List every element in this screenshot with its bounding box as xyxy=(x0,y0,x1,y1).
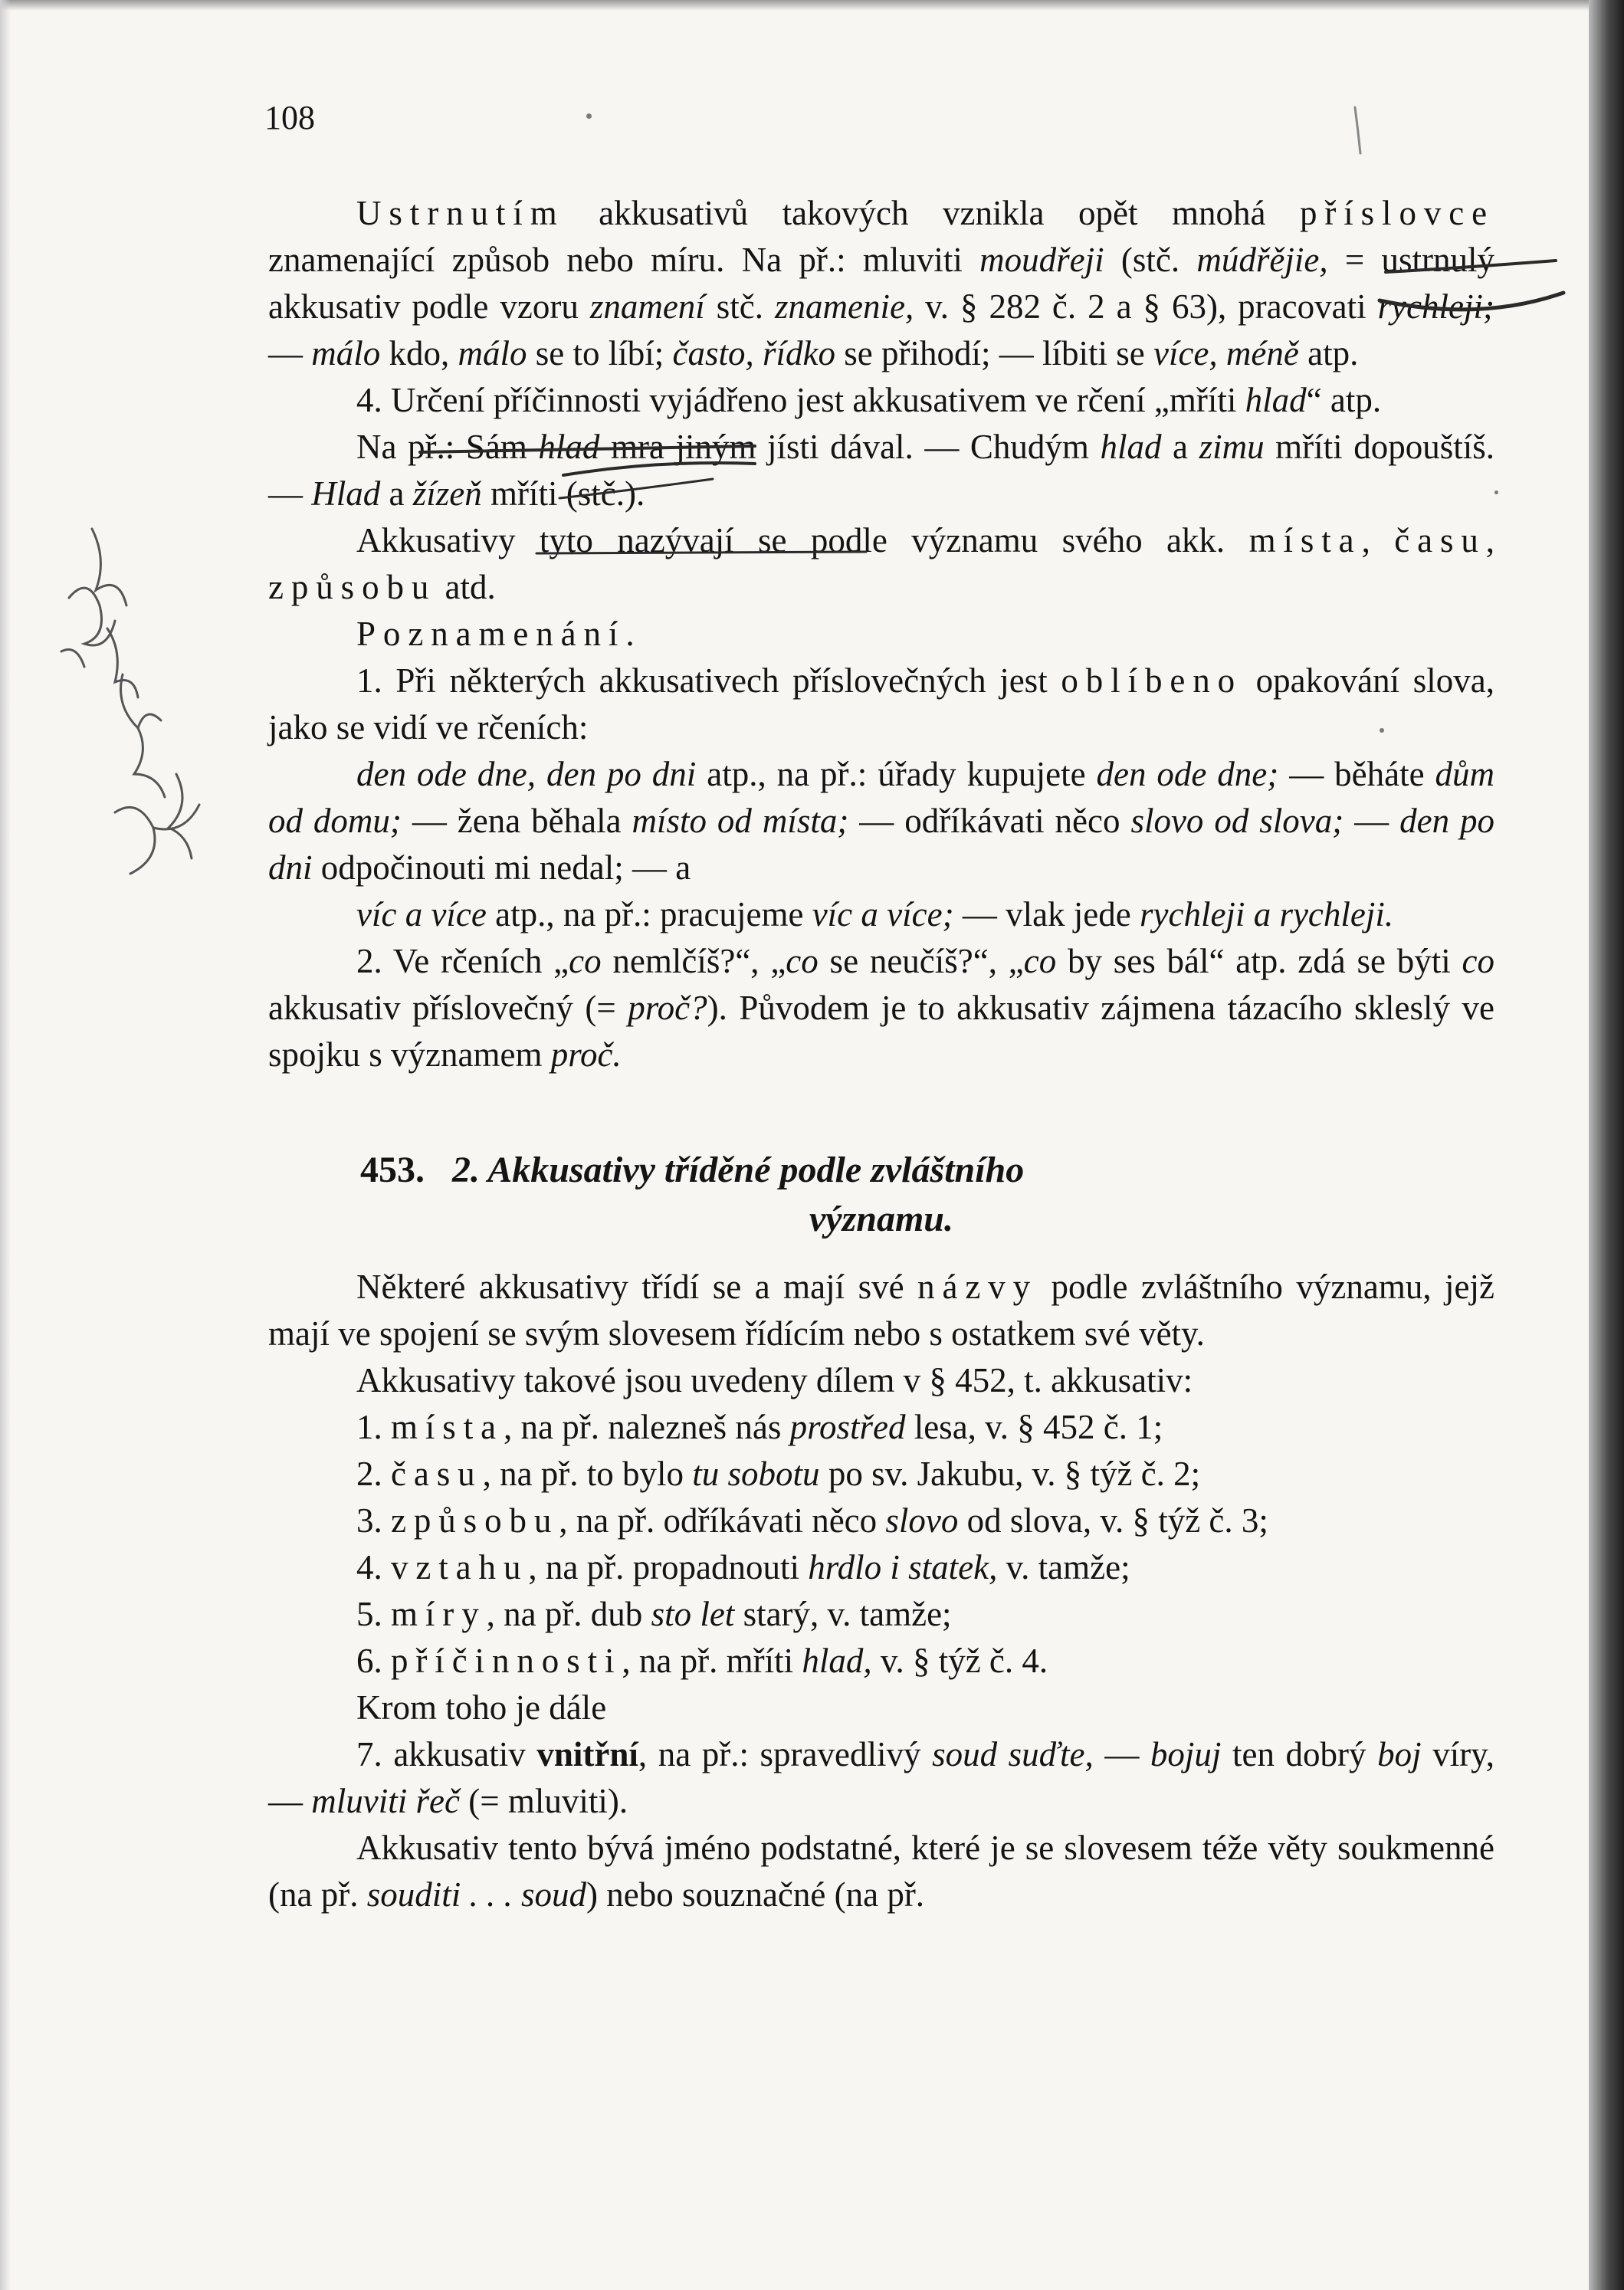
dust-speck xyxy=(1494,490,1498,494)
paragraph-ustrnutim: Ustrnutím akkusativů takových vznikla opět mnohá příslovce znamenající způsob nebo míru. Na př.: mluviti moudřeji (stč. múdřějie, = ustrnulý akkusativ podle vzoru znamení stč. znamenie, v. § 282 č. 2 a § 63), pracovati rychleji; — málo kdo, málo se to líbí; často, řídko se přihodí; — líbiti se více, méně atp. xyxy=(268,194,1495,372)
note-heading: Poznamenání. xyxy=(356,615,642,653)
list-item-n: 4. xyxy=(356,1548,382,1586)
list-item-term: místa xyxy=(391,1408,504,1446)
list-item-b: sto let xyxy=(651,1595,735,1633)
accusative-type-list xyxy=(268,1404,1494,1685)
page-binding-shadow xyxy=(1589,0,1624,2290)
list-item-n: 6. xyxy=(356,1642,382,1680)
list-item-c: od slova, v. § týž č. 3; xyxy=(958,1501,1268,1540)
list-item-a: , na př. nalezneš nás xyxy=(504,1408,790,1446)
list-item-term: času xyxy=(391,1455,483,1493)
dust-speck xyxy=(1380,728,1384,733)
section-gap xyxy=(268,1078,1494,1146)
section-paragraph-takove: Akkusativy takové jsou uvedeny dílem v § 452, t. akkusativ: xyxy=(356,1361,1193,1399)
section-heading-453: 453. 2. Akkusativy tříděné podle zvláštního významu. xyxy=(360,1150,1025,1239)
dust-speck xyxy=(586,113,592,119)
margin-handwriting xyxy=(61,529,199,874)
list-item-b: hrdlo i statek, xyxy=(808,1548,998,1586)
section-paragraph-nektere: Některé akkusativy třídí se a mají své názvy podle zvláštního významu, jejž mají ve spojení se svým slovesem řídícím nebo s ostatkem své věty. xyxy=(268,1268,1494,1353)
section-paragraph-vnitrni: 7. akkusativ vnitřní, na př.: spravedlivý soud suďte, — bojuj ten dobrý boj víry, — mluviti řeč (= mluviti). xyxy=(268,1735,1495,1820)
accusative-list-item xyxy=(268,1498,1494,1544)
accusative-list-item xyxy=(268,1451,1494,1498)
list-item-c: po sv. Jakubu, v. § týž č. 2; xyxy=(819,1455,1201,1493)
list-item-n: 3. xyxy=(356,1501,382,1540)
list-item-n: 5. xyxy=(356,1595,382,1633)
list-item-n: 1. xyxy=(356,1408,382,1446)
list-item-c: starý, v. tamže; xyxy=(734,1595,952,1633)
note-1-examples-cont: víc a více atp., na př.: pracujeme víc a více; — vlak jede rychleji a rychleji. xyxy=(356,895,1394,933)
margin-bracket xyxy=(1355,107,1360,153)
accusative-list-item xyxy=(268,1591,1494,1638)
list-item-b: hlad, xyxy=(802,1642,872,1680)
accusative-list-item xyxy=(268,1638,1494,1685)
page-text xyxy=(268,190,1494,1918)
list-item-term: míry xyxy=(391,1595,487,1633)
list-item-n: 2. xyxy=(356,1455,382,1493)
list-item-c: v. tamže; xyxy=(997,1548,1130,1586)
list-item-b: slovo xyxy=(885,1501,959,1540)
paragraph-urceni-pricinnosti: 4. Určení příčinnosti vyjádřeno jest akkusativem ve rčení „mříti hlad“ atp. xyxy=(356,381,1382,419)
page-number: 108 xyxy=(264,99,315,136)
list-item-a: , na př. propadnouti xyxy=(528,1548,809,1586)
section-paragraph-akkusativ-tento: Akkusativ tento bývá jméno podstatné, které je se slovesem téže věty soukmenné (na př. souditi . . . soud) nebo souznačné (na př. xyxy=(268,1829,1494,1914)
note-1: 1. Při některých akkusativech příslovečných jest oblíbeno opakování slova, jako se vidí ve rčeních: xyxy=(268,661,1494,746)
list-item-a: , na př. odříkávati něco xyxy=(559,1501,886,1540)
paragraph-akkusativy-tyto: Akkusativy tyto nazývají se podle významu svého akk. místa, času, způsobu atd. xyxy=(268,521,1495,606)
list-item-b: prostřed xyxy=(789,1408,906,1446)
list-item-a: , na př. to bylo xyxy=(482,1455,693,1493)
section-paragraph-krom: Krom toho je dále xyxy=(356,1688,607,1727)
list-item-term: příčinnosti xyxy=(391,1642,622,1680)
paragraph-examples-hlad: Na př.: Sám hlad mra jiným jísti dával. — Chudým hlad a zimu mříti dopouštíš. — Hlad a žízeň mříti (stč.). xyxy=(268,428,1494,513)
list-item-b: tu sobotu xyxy=(692,1455,820,1493)
list-item-c: lesa, v. § 452 č. 1; xyxy=(905,1408,1163,1446)
page-left-edge xyxy=(0,0,11,2290)
list-item-c: v. § týž č. 4. xyxy=(871,1642,1048,1680)
list-item-a: , na př. dub xyxy=(486,1595,651,1633)
note-1-examples: den ode dne, den po dni atp., na př.: úřady kupujete den ode dne; — běháte dům od domu; — žena běhala místo od místa; — odříkávati něco slovo od slova; — den po dni odpočinouti mi nedal; — a xyxy=(268,755,1495,887)
list-item-a: , na př. mříti xyxy=(622,1642,802,1680)
page-top-edge xyxy=(0,0,1624,11)
accusative-list-item xyxy=(268,1404,1494,1451)
note-2: 2. Ve rčeních „co nemlčíš?“, „co se neučíš?“, „co by ses bál“ atp. zdá se býti co akkusativ příslovečný (= proč?). Původem je to akkusativ zájmena tázacího skleslý ve spojku s významem proč. xyxy=(268,942,1494,1074)
list-item-term: vztahu xyxy=(391,1548,529,1586)
list-item-term: způsobu xyxy=(391,1501,559,1540)
accusative-list-item xyxy=(268,1544,1494,1591)
